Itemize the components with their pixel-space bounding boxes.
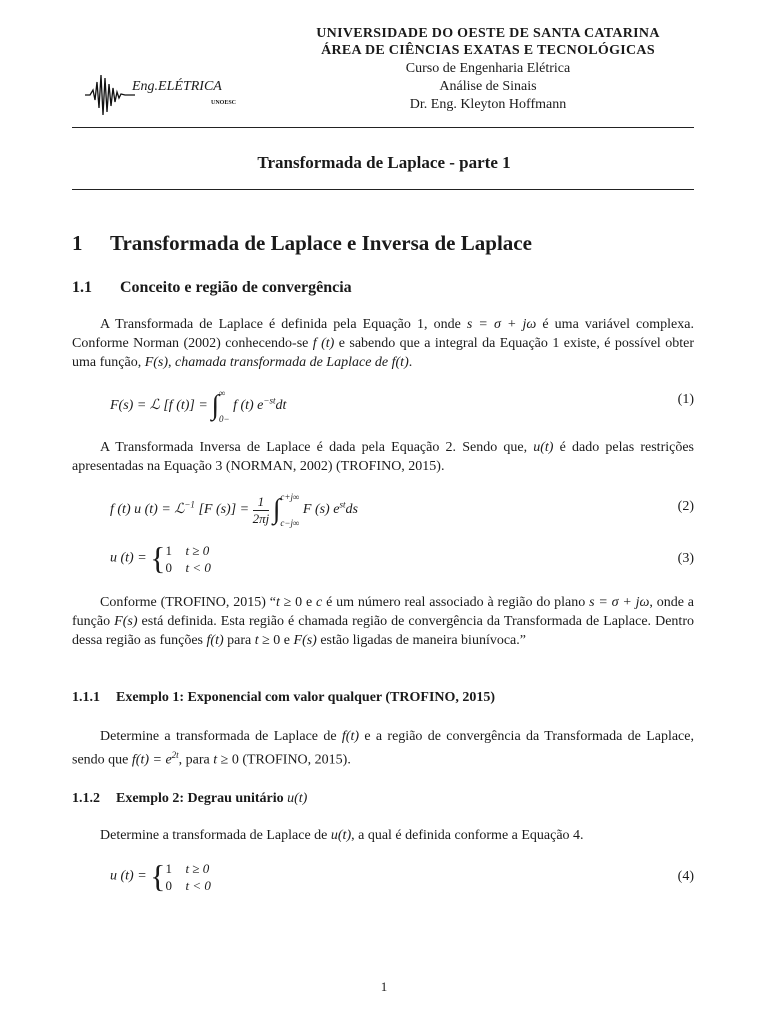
paragraph-example-1: Determine a transformada de Laplace de f(t) e a região de convergência da Transformada de Laplace, sendo que $f(t) = e^{2t}$, para t ≥ 0 (TROFINO, 2015). [72, 729, 694, 768]
page-number: 1 [380, 979, 388, 994]
equation-number: (2) [677, 499, 694, 514]
equation-1: F(s) = ℒ [f (t)] = ∫ ∞ 0− f (t) $e^{-st}dt$ (1) [110, 388, 694, 424]
logo-subtext: UNOESC [211, 100, 237, 106]
paragraph-convergence: Conforme (TROFINO, 2015) “t ≥ 0 e c é um número real associado à região do plano s = σ + jω, onde a função F(s) está definida. Esta região é chamada região de convergência da Transformada de Laplace. Dentro dessa região as funções f(t) para t ≥ 0 e F(s) estão ligadas de maneira biunívoca.” [72, 595, 694, 648]
paragraph-example-2: Determine a transformada de Laplace de u(t), a qual é definida conforme a Equação 4. [100, 828, 584, 843]
section-heading-1-1: 1.1 Conceito e região de convergência [72, 279, 352, 296]
equation-4: u (t) = { 1 t ≥ 0 0 t < 0 (4) [110, 858, 694, 894]
equation-3: u (t) = { 1 t ≥ 0 0 t < 0 (3) [110, 540, 694, 576]
signal-wave-icon [85, 70, 135, 120]
subject-name: Análise de Sinais [439, 79, 537, 94]
equation-2: f (t) u (t) = ℒ$^{-1}$ [F (s)] = $\frac{1}{2\pi j}$ ∫ c+j∞ c−j∞ F (s) $e^{st}ds$ (2) [110, 492, 694, 528]
section-heading-1-1-1: 1.1.1 Exemplo 1: Exponencial com valor qualquer (TROFINO, 2015) [72, 690, 496, 705]
equation-number: (3) [677, 551, 694, 566]
section-heading-1-1-2: 1.1.2 Exemplo 2: Degrau unitário u(t) [72, 791, 308, 806]
header-rule-bottom [72, 189, 694, 190]
section-heading-1: 1 Transformada de Laplace e Inversa de Laplace [72, 231, 532, 255]
area-name: ÁREA DE CIÊNCIAS EXATAS E TECNOLÓGICAS [321, 43, 655, 58]
document-title: Transformada de Laplace - parte 1 [257, 153, 511, 172]
course-name: Curso de Engenharia Elétrica [405, 61, 571, 76]
paragraph-inverse: A Transformada Inversa de Laplace é dada pela Equação 2. Sendo que, u(t) é dado pelas restrições apresentadas na Equação 3 (NORMAN, 2002) (TROFINO, 2015). [72, 440, 694, 474]
university-name: UNIVERSIDADE DO OESTE DE SANTA CATARINA [316, 26, 660, 41]
logo-text: Eng.ELÉTRICA [132, 79, 222, 94]
header-rule-top [72, 127, 694, 128]
course-logo [85, 70, 265, 120]
professor-name: Dr. Eng. Kleyton Hoffmann [409, 97, 567, 112]
paragraph-definition: A Transformada de Laplace é definida pela Equação 1, onde s = σ + jω é uma variável complexa. Conforme Norman (2002) conhecendo-se f (t) e sabendo que a integral da Equação 1 existe, é possível obter uma função, F(s), chamada transformada de Laplace de f(t). [72, 317, 694, 370]
equation-number: (4) [677, 869, 694, 884]
equation-number: (1) [677, 392, 694, 407]
